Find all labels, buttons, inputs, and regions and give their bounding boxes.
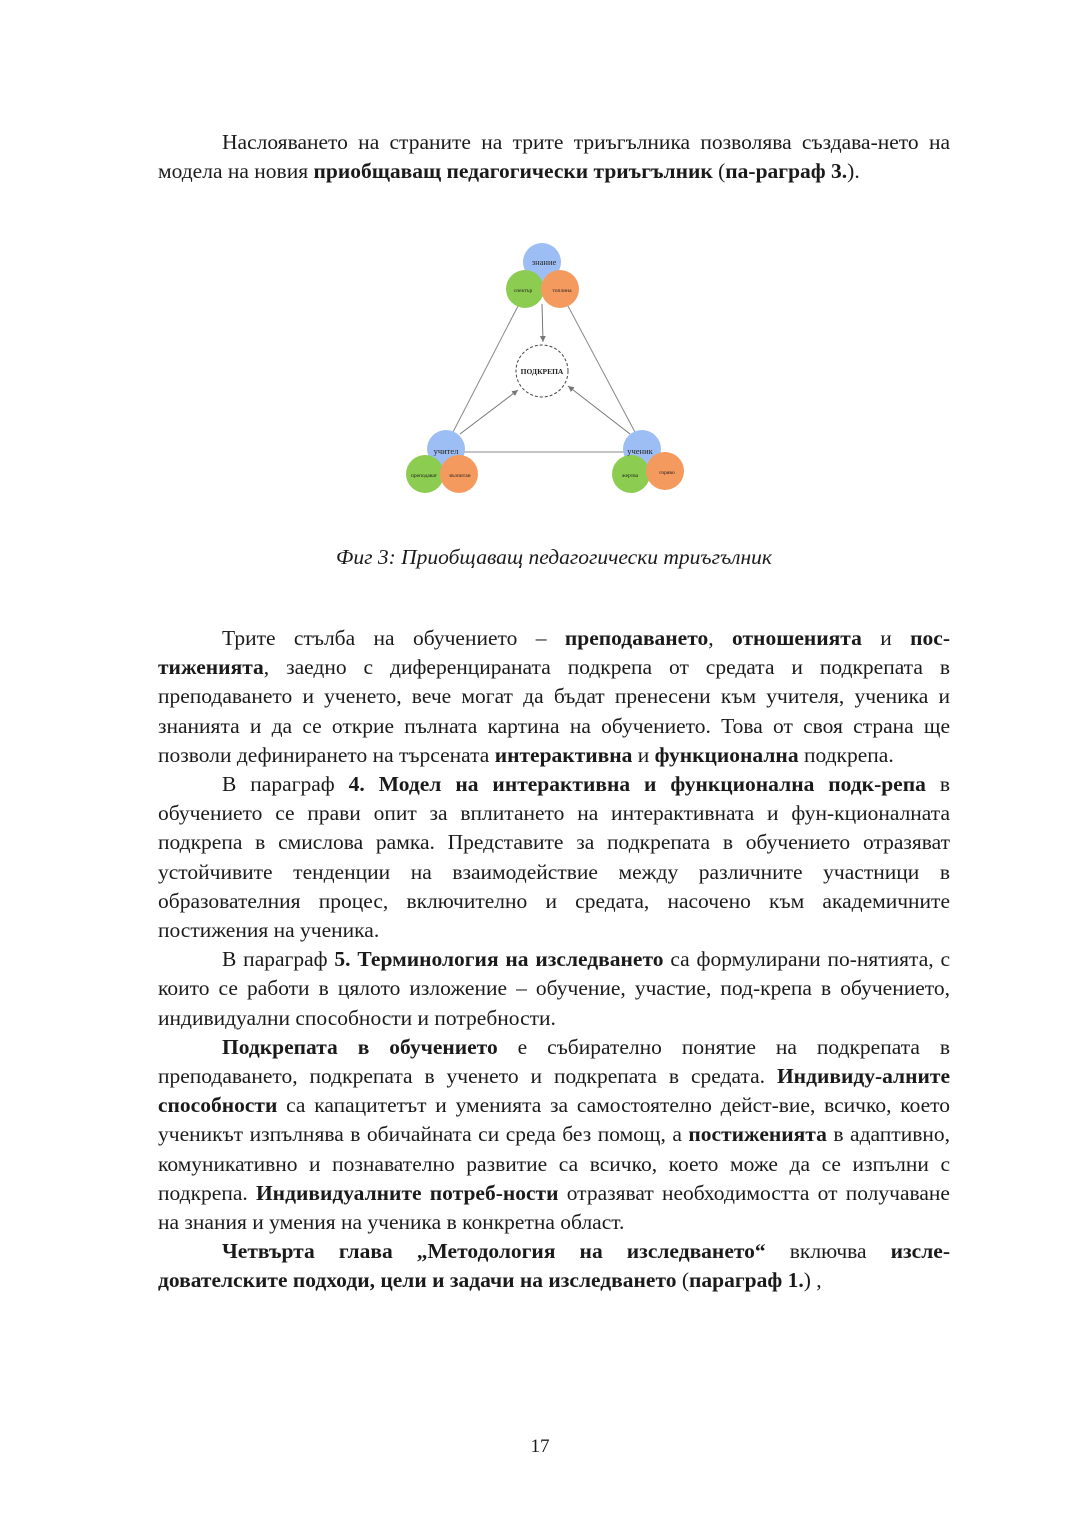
edge-top-right xyxy=(568,306,636,434)
left-main-label: учител xyxy=(433,446,459,456)
para1-bold-run: пос-тиженията xyxy=(158,626,950,680)
paragraph-terminology xyxy=(158,945,950,1033)
intro-run: ). xyxy=(847,159,860,184)
para1-run: , xyxy=(708,626,733,650)
intro-text xyxy=(158,128,950,186)
para4-run: са капацитетът и уменията за самостоятелно дейст-вие, всичко, което ученикът изпълнява в обичайната си среда без помощ, а xyxy=(158,1093,950,1147)
center-label: ПОДКРЕПА xyxy=(520,367,564,376)
para1-run: , заедно с диференцираната подкрепа от средата и подкрепата в преподаването и ученето, вече могат да бъдат пренесени към учителя, ученика и знанията и да се открие пълната картина на обучението. Това от своя страна ще позволи дефинирането на търсената xyxy=(158,655,950,767)
para2-bold-run: 4. Модел на интерактивна и функционална подк-репа xyxy=(348,772,926,797)
right-right-label: горяво xyxy=(659,470,675,476)
para3-bold-run: 5. Терминология на изследването xyxy=(334,947,664,972)
right-left-label: жертва xyxy=(621,473,639,479)
arrow-top xyxy=(542,304,543,342)
intro-bold-run: па-раграф 3. xyxy=(725,159,848,184)
intro-bold-run: приобщаващ педагогически триъгълник xyxy=(313,159,713,184)
para1-bold-run: преподаването xyxy=(564,626,709,650)
page-number: 17 xyxy=(530,1436,550,1457)
paragraph-model xyxy=(158,770,950,945)
intro-run: Наслояването на страните на трите триъгълника позволява създава-нето на модела на новия xyxy=(158,130,950,184)
para1-bold-run: функционална xyxy=(654,742,799,767)
para4-run: в адаптивно, комуникативно и познавателно развитие са всичко, което може да се изпълни с подкрепа. xyxy=(158,1122,950,1205)
para4-run: е събирателно понятие на подкрепата в преподаването, подкрепата в ученето и подкрепата в средата. xyxy=(158,1034,950,1089)
paragraph-pillars xyxy=(158,624,950,770)
para5-bold-run: изсле-дователските подходи, цели и задачи на изследването xyxy=(158,1239,950,1293)
arrow-right xyxy=(568,386,630,434)
triangle-svg xyxy=(394,238,694,500)
para4-bold-run: Подкрепата в обучението xyxy=(222,1034,498,1059)
para3-run: В параграф xyxy=(222,947,335,972)
left-right-label: възпитан xyxy=(449,473,471,479)
para1-run: подкрепа. xyxy=(798,742,894,767)
triangle-diagram xyxy=(394,238,694,500)
body-text xyxy=(158,624,950,1296)
para5-run: ( xyxy=(676,1268,690,1293)
para3-run: са формулирани по-нятията, с които се работи в цялото изложение – обучение, участие, под-крепа в обучението, индивидуални способности и потребности. xyxy=(158,947,951,1030)
para1-bold-run: отношенията xyxy=(732,626,862,650)
para1-run: и xyxy=(632,742,655,767)
para5-bold-run: параграф 1. xyxy=(689,1268,804,1293)
para1-run: Трите стълба на обучението – xyxy=(222,626,565,650)
top-right-label: топлина xyxy=(552,288,572,294)
para5-run: ) , xyxy=(803,1268,822,1293)
paragraph-definitions xyxy=(158,1033,950,1237)
figure-caption: Фиг 3: Приобщаващ педагогически триъгълник xyxy=(336,545,772,569)
para1-bold-run: интерактивна xyxy=(494,742,633,767)
para5-bold-run: Четвърта глава „Методология на изследването“ xyxy=(222,1239,766,1264)
para2-run: в обучението се прави опит за вплитането на интерактивната и фун-кционалната подкрепа в смислова рамка. Представите за подкрепата в обучението отразяват устойчивите тенденции на взаимодействие между различните участници в образователния процес, включително и средата, насочено към академичните постижения на ученика. xyxy=(158,772,950,943)
right-main-label: ученик xyxy=(627,446,653,456)
top-left-label: спектър xyxy=(513,288,533,294)
para4-bold-run: Индивидуалните потреб-ности xyxy=(255,1180,559,1205)
para4-bold-run: постиженията xyxy=(688,1122,827,1147)
para4-run: отразяват необходимостта от получаване на знания и умения на ученика в конкретна област. xyxy=(158,1180,950,1235)
top-main-label: знание xyxy=(531,257,557,267)
intro-paragraph xyxy=(158,128,950,186)
arrow-left xyxy=(460,390,518,434)
left-left-label: преподават xyxy=(410,473,438,479)
para2-run: В параграф xyxy=(222,772,349,797)
intro-run: ( xyxy=(712,159,726,184)
paragraph-chapter-four xyxy=(158,1237,950,1295)
para1-run: и xyxy=(861,626,911,650)
para5-run: включва xyxy=(765,1239,891,1264)
para4-bold-run: Индивиду-алните способности xyxy=(158,1064,950,1118)
